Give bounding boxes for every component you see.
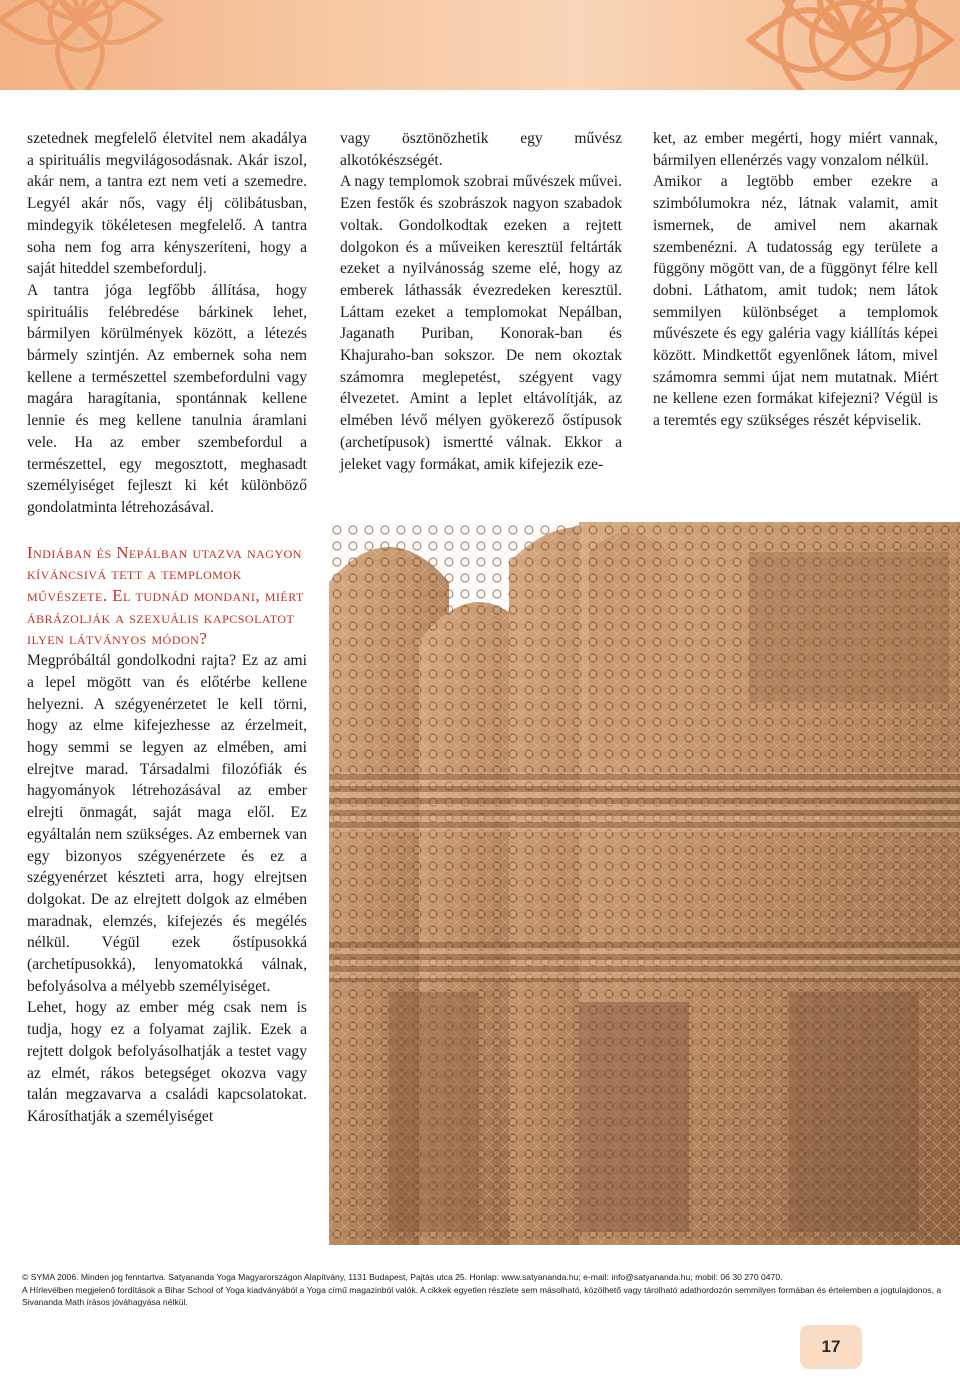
header-banner <box>0 0 960 90</box>
page-number: 17 <box>800 1325 862 1369</box>
lotus-mandala-icon <box>0 0 250 90</box>
temple-carving-photo <box>329 522 960 1245</box>
question-heading: Indiában és Nepálban utazva nagyon kíváncsivá tett a templomok művészete. El tudnád mondani, miért ábrázolják a szexuális kapcsolatot ilyen látványos módon? <box>27 542 304 649</box>
text-column-2 <box>340 128 622 475</box>
paragraph: Megpróbáltál gondolkodni rajta? Ez az ami a lepel mögött van és előtérbe kellene helyezni. A szégyenérzetet le kell törni, hogy az elme kifejezhesse az érzelmeit, hogy semmi se legyen az elmében, ami elrejtve marad. Társadalmi filozófiák és hagyományok létrehozásával az ember elrejti önmagát, saját maga elől. Ez egyáltalán nem szükséges. Az embernek van egy bizonyos szégyenérzete és ez a szégyenérzet készteti arra, hogy elrejtsen dolgokat. De az elrejtett dolgok az elmében maradnak, elemzés, kifejezés és megélés nélkül. Végül ezek őstípusokká (archetípusokká), lenyomatokká válnak, befolyásolva a mélyebb személyiséget. <box>27 652 307 995</box>
text-column-1 <box>27 128 307 1128</box>
text-column-3 <box>653 128 938 432</box>
paragraph: szetednek megfelelő életvitel nem akadálya a spirituális megvilágosodásnak. Akár iszol, akár nem, a tantra ezt nem veti a szemedre. Legyél akár nős, vagy élj cölibátusban, mindegyik tökéletesen megfelelő. A tantra soha nem fog arra kényszeríteni, hogy a saját hiteddel szembefordulj. <box>27 130 307 278</box>
paragraph: Amikor a legtöbb ember ezekre a szimbólumokra néz, látnak valamit, amit ismernek, de amivel nem akarnak szembenézni. A tudatosság egy területe a függöny mögött van, de a függönyt félre kell dobni. Láthatom, amit tudok; nem látok semmilyen különbséget a templomok művészete és egy galéria vagy kiállítás képei között. Mindkettőt egyenlőnek látom, mivel számomra semmi újat nem mutatnak. Miért ne kellene ezen formákat kifejezni? Végül is a teremtés egy szükséges részét képviselik. <box>653 173 938 430</box>
footer-line: A Hírlevélben megjelenő fordítások a Bihar School of Yoga kiadványából a Yoga című magazinból valók. A cikkek egyetlen részlete sem másolható, közölhető vagy tárolható adathordozón semmilyen formában és értelemben a jogtulajdonos, a Sivananda Math írásos jóváhagyása nélkül. <box>22 1284 942 1307</box>
paragraph: A nagy templomok szobrai művészek művei. Ezen festők és szobrászok nagyon szabadok voltak. Gondolkodtak ezeken a rejtett dolgokon és a műveiken keresztül feltárták ezeket a nyilvánosság szeme elé, hogy az emberek láthassák évezredeken keresztül. Láttam ezeket a templomokat Nepálban, Jaganath Puriban, Konorak-ban és Khajuraho-ban sokszor. De nem okoztak számomra meglepetést, szégyent vagy élvezetet. Amint a leplet eltávolítják, az elmében lévő mélyen gyökerező őstípusok (archetípusok) ismertté válnak. Ekkor a jeleket vagy formákat, amik kifejezik eze- <box>340 173 622 473</box>
paragraph: Lehet, hogy az ember még csak nem is tudja, hogy ez a folyamat zajlik. Ezek a rejtett dolgok befolyásolhatják a testet vagy az elmét, rákos betegséget okozva vagy talán megzavarva a családi kapcsolatokat. Károsíthatják a személyiséget <box>27 999 307 1125</box>
footer-line: © SYMA 2006. Minden jog fenntartva. Satyananda Yoga Magyarországon Alapítvány, 1131 Budapest, Pajtás utca 25. Honlap: www.satyananda.hu; e-mail: info@satyananda.hu; mobil: 06 30 270 0470. <box>22 1272 783 1282</box>
paragraph: A tantra jóga legfőbb állítása, hogy spirituális felébredése bárkinek lehet, bármilyen körülmények között, a létezés bármely szintjén. Az embernek soha nem kellene a természettel szembefordulni vagy magára haragítania, spontánnak kellene lennie és meg kellene tanulnia áramlani vele. Ha az ember szembefordul a természettel, egy megosztott, meghasadt személyiséget fejleszt ki két különböző gondolatminta létrehozásával. <box>27 281 307 516</box>
lotus-mandala-icon <box>640 0 960 90</box>
copyright-footer <box>22 1271 942 1309</box>
paragraph: ket, az ember megérti, hogy miért vannak, bármilyen ellenérzés vagy vonzalom nélkül. <box>653 130 938 169</box>
paragraph: vagy ösztönözhetik egy művész alkotókészségét. <box>340 130 622 169</box>
